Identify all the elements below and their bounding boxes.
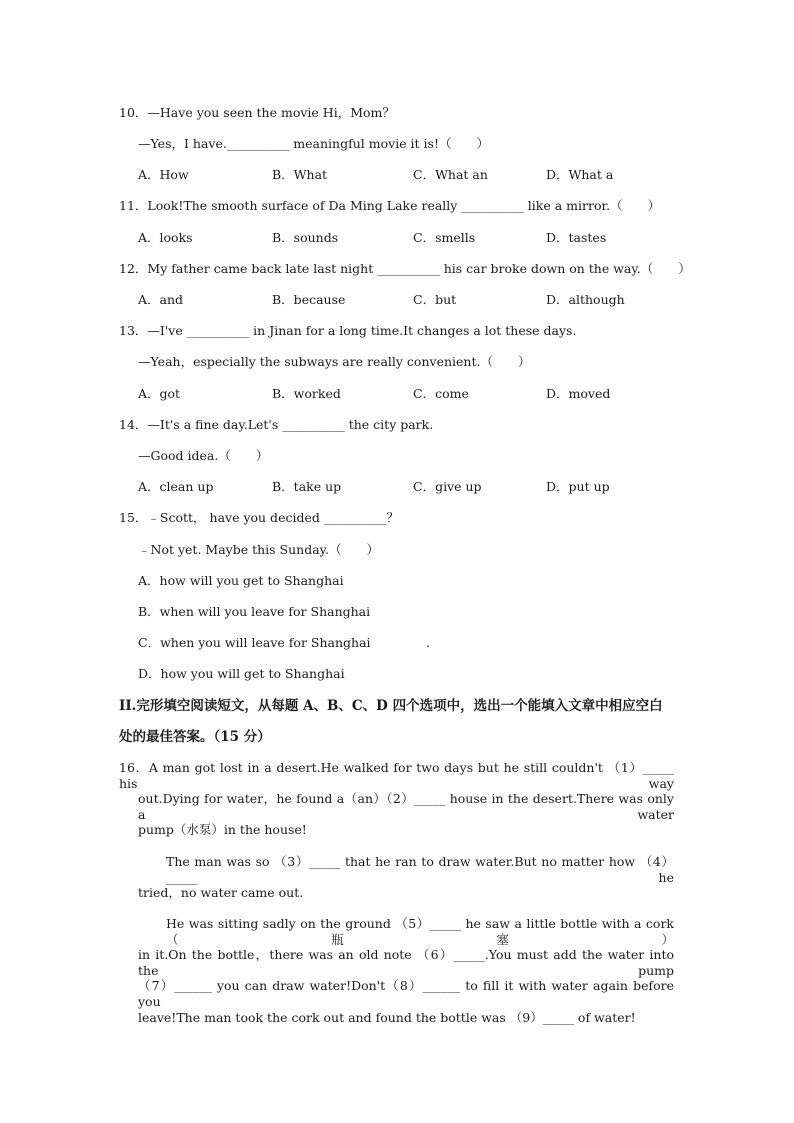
q15-option-c: C．when you will leave for Shanghai: [138, 635, 371, 650]
q10-option-d: D．What a: [546, 167, 614, 182]
q12-option-b: B．because: [272, 292, 346, 307]
passage-p1-line3: pump（水泵）in the house!: [138, 822, 307, 837]
q10-option-c: C．What an: [413, 167, 488, 182]
q15-stem-reply: ﹣Not yet. Maybe this Sunday.（ ）: [138, 542, 380, 557]
q14-option-d: D．put up: [546, 479, 610, 494]
passage-p1-line2: out.Dying for water，he found a（an）（2）_____ house in the desert.There was only a water: [138, 791, 674, 822]
q15-option-b: B．when will you leave for Shanghai: [138, 604, 371, 619]
q14-option-b: B．take up: [272, 479, 342, 494]
q10-stem-reply: —Yes，I have.__________ meaningful movie it is!（ ）: [138, 136, 489, 151]
passage-p3-line4: leave!The man took the cork out and found the bottle was （9）_____ of water!: [138, 1010, 636, 1025]
q14-option-c: C．give up: [413, 479, 482, 494]
q13-option-d: D．moved: [546, 386, 611, 401]
q12-option-c: C．but: [413, 292, 457, 307]
passage-p2-line2: tried，no water came out.: [138, 885, 304, 900]
q11-option-a: A．looks: [138, 230, 193, 245]
stray-mark: .: [426, 636, 430, 650]
q14-stem: 14．—It's a fine day.Let's __________ the city park.: [119, 417, 434, 432]
q10-stem: 10．—Have you seen the movie Hi，Mom？: [119, 105, 395, 120]
q13-option-c: C．come: [413, 386, 469, 401]
passage-p3-line3: （7）______ you can draw water!Don't（8）______ to fill it with water again before you: [138, 978, 674, 1009]
q11-option-d: D．tastes: [546, 230, 607, 245]
q11-option-b: B．sounds: [272, 230, 339, 245]
q15-option-a: A．how will you get to Shanghai: [138, 573, 344, 588]
passage-p1-line1: 16．A man got lost in a desert.He walked for two days but he still couldn't （1）_____ his way: [119, 760, 674, 791]
q12-option-a: A．and: [138, 292, 184, 307]
passage-p3-line2: in it.On the bottle，there was an old note （6）_____.You must add the water into the pump: [138, 947, 674, 978]
q11-option-c: C．smells: [413, 230, 476, 245]
q15-stem: 15．﹣Scott， have you decided __________？: [119, 510, 399, 525]
q14-stem-reply: —Good idea.（ ）: [138, 448, 269, 463]
q13-stem: 13．—I've __________ in Jinan for a long time.It changes a lot these days.: [119, 323, 577, 338]
passage-p3-line1: He was sitting sadly on the ground （5）_____ he saw a little bottle with a cork（瓶塞）: [166, 916, 674, 947]
q12-stem: 12．My father came back late last night __________ his car broke down on the way.（ ）: [119, 261, 691, 276]
section-heading-line1: II.完形填空阅读短文，从每题 A、B、C、D 四个选项中，选出一个能填入文章中相应空白: [119, 698, 663, 714]
q15-option-d: D．how you will get to Shanghai: [138, 666, 345, 681]
q13-option-b: B．worked: [272, 386, 341, 401]
q13-stem-reply: —Yeah，especially the subways are really convenient.（ ）: [138, 354, 531, 369]
q10-option-a: A．How: [138, 167, 189, 182]
q13-option-a: A．got: [138, 386, 181, 401]
q14-option-a: A．clean up: [138, 479, 214, 494]
q11-stem: 11．Look!The smooth surface of Da Ming Lake really __________ like a mirror.（ ）: [119, 198, 661, 213]
q10-option-b: B．What: [272, 167, 328, 182]
section-heading-line2: 处的最佳答案。（15 分）: [119, 729, 271, 745]
q12-option-d: D．although: [546, 292, 625, 307]
passage-p2-line1: The man was so （3）_____ that he ran to draw water.But no matter how （4）_____ he: [166, 854, 674, 885]
